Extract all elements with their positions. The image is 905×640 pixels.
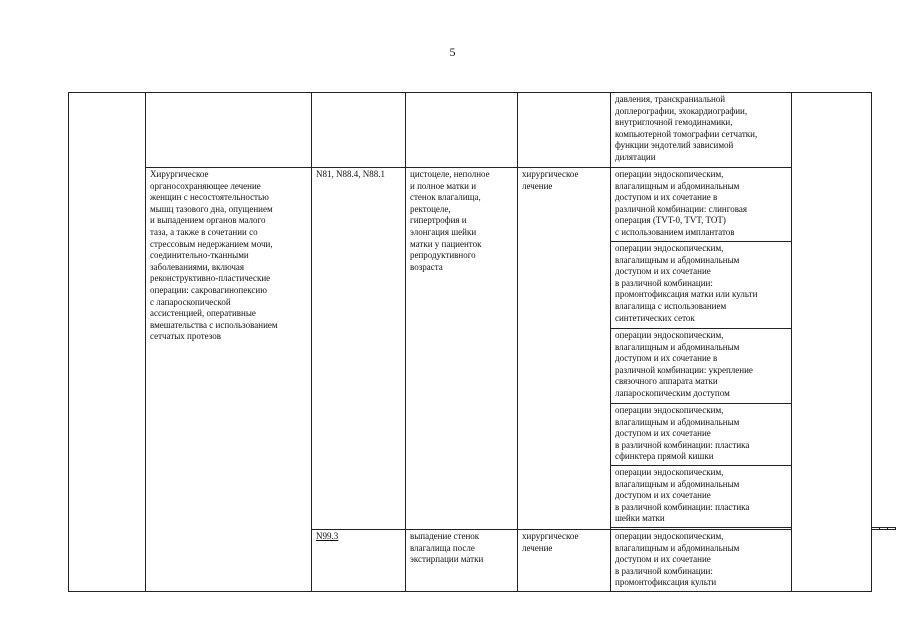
treatment-text: хирургическое лечение [522, 169, 579, 191]
number-cell [69, 93, 146, 592]
table-row [69, 93, 896, 168]
treatment-table [68, 92, 896, 592]
method-text: операции эндоскопическим, влагалищным и абдоминальным доступом и их сочетание в различной комбинации: промонтофиксация культи [615, 531, 740, 588]
method-cell [611, 466, 792, 528]
model-cell [872, 528, 880, 530]
method-cell [611, 242, 792, 329]
treatment-cell [518, 168, 611, 530]
model-cell [406, 530, 518, 592]
cost-cell [792, 93, 872, 592]
method-cell [611, 530, 792, 592]
model-text: выпадение стенок влагалища после экстирпации матки [410, 531, 484, 565]
method-cell [611, 93, 792, 168]
method-text: операции эндоскопическим, влагалищным и абдоминальным доступом и их сочетание в различной комбинации: пластика шейки матки [615, 467, 750, 524]
method-cell [888, 528, 896, 530]
treatment-cell [518, 530, 611, 592]
table-row [69, 168, 896, 242]
method-text: операции эндоскопическим, влагалищным и абдоминальным доступом и их сочетание в различной комбинации: слинговая операция (TVT-0, TVT, TOT) с использованием имплантатов [615, 169, 747, 237]
group-name-cell [146, 168, 312, 592]
method-cell [611, 404, 792, 466]
codes-text: N81, N88.4, N88.1 [316, 169, 385, 179]
codes-cell [312, 168, 406, 530]
group-name-text: Хирургическое органосохраняющее лечение женщин с несостоятельностью мышц тазового дна, опущением и выпадением органов малого таза, а также в сочетании со стрессовым недержанием мочи, соединительно-тканными заболеваниями, включая реконструктивно-пластические операции: сакровагинопексию с лапароскопической ассистенцией, оперативные вмешательства с использованием сетчатых протезов [150, 169, 278, 342]
method-cell [611, 168, 792, 242]
model-text: цистоцеле, неполное и полное матки и стенок влагалища, ректоцеле, гипертрофия и элонгация шейки матки у пациенток репродуктивного возраста [410, 169, 490, 272]
model-cell [406, 168, 518, 530]
codes-cell [312, 530, 406, 592]
codes-text: N99.3 [316, 531, 339, 541]
method-text: давления, транскраниальной доплерографии, эхокардиографии, внутриглочной гемодинамики, компьютерной томографии сетчатки, функции эндотелий зависимой дилятации [615, 94, 758, 162]
method-text: операции эндоскопическим, влагалищным и абдоминальным доступом и их сочетание в различной комбинации: укрепление связочного аппарата матки лапароскопическим доступом [615, 330, 753, 398]
page-number: 5 [449, 45, 456, 59]
treatment-text: хирургическое лечение [522, 531, 579, 553]
method-text: операции эндоскопическим, влагалищным и абдоминальным доступом и их сочетание в различной комбинации: пластика сфинктера прямой кишки [615, 405, 750, 462]
method-text: операции эндоскопическим, влагалищным и абдоминальным доступом и их сочетание в различной комбинации: промонтофиксация матки или культи влагалища с использованием синтетических сеток [615, 243, 758, 323]
treatment-cell [880, 528, 888, 530]
treatment-cell [518, 93, 611, 168]
method-cell [611, 329, 792, 404]
model-cell [406, 93, 518, 168]
codes-cell [312, 93, 406, 168]
group-name-cell [146, 93, 312, 168]
